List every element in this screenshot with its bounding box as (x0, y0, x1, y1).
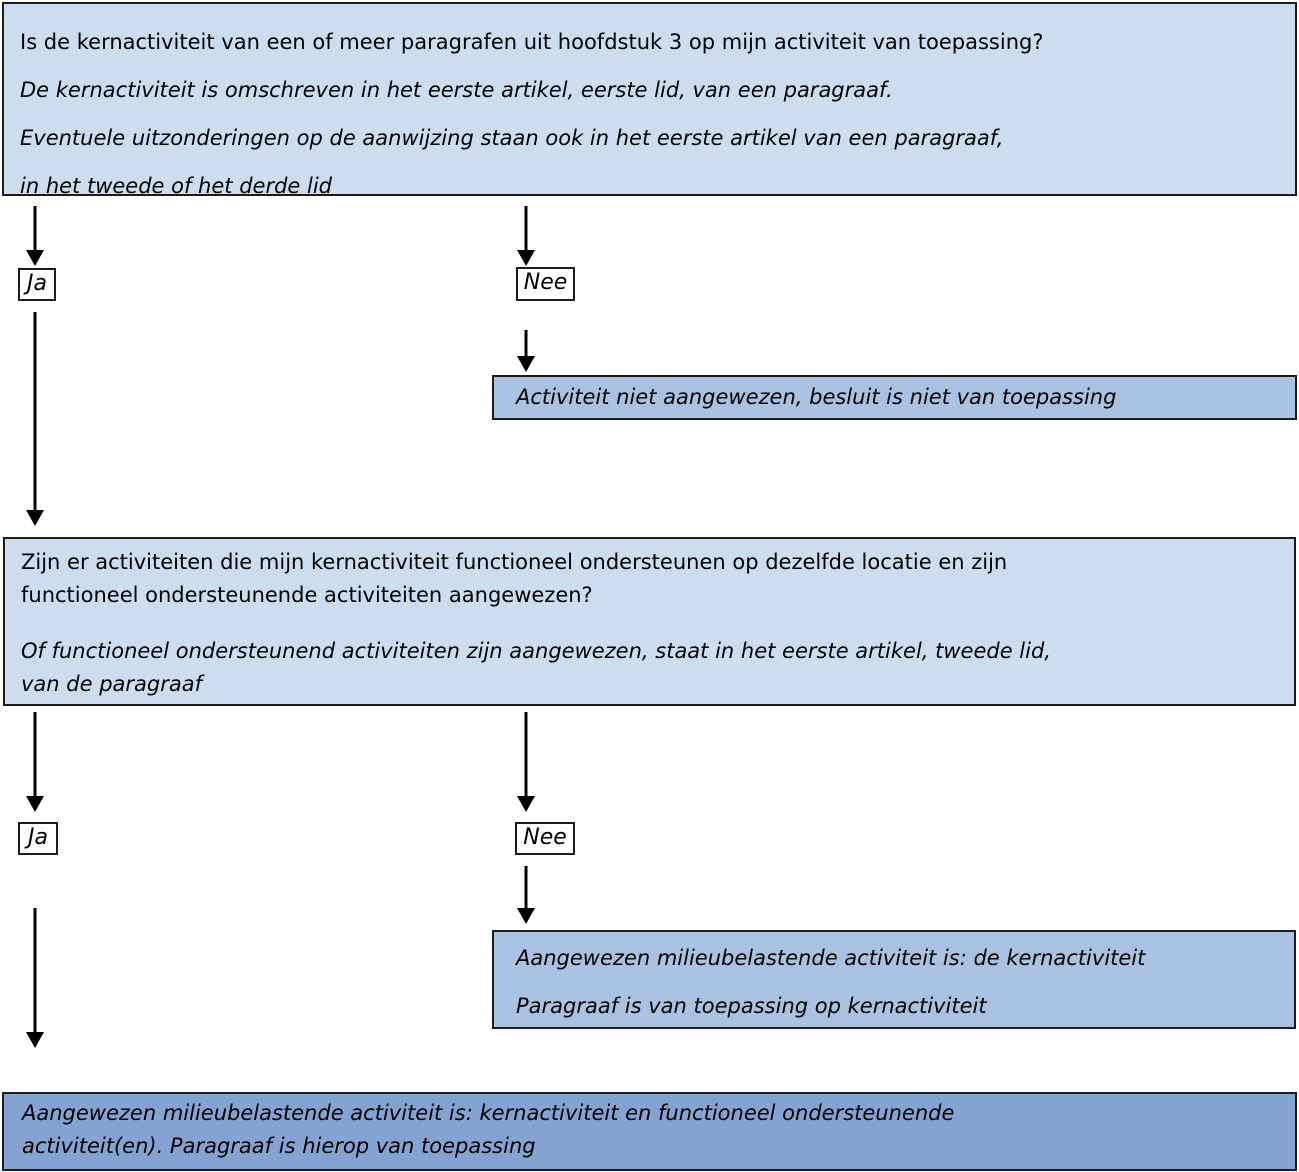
result-nee-1-text: Activiteit niet aangewezen, besluit is niet van toepassing (516, 385, 1117, 409)
question-2-line-1: Zijn er activiteiten die mijn kernactiviteit functioneel ondersteunen op dezelfde locatie en zijn (21, 550, 1008, 574)
result-ja-2-line-2: activiteit(en). Paragraaf is hierop van toepassing (22, 1134, 536, 1158)
result-nee-2-line-2: Paragraaf is van toepassing op kernactiviteit (516, 994, 987, 1018)
arrow-q1-to-ja1 (26, 206, 44, 266)
arrow-q1-to-nee1 (517, 206, 535, 266)
question-2-note-line-1: Of functioneel ondersteunend activiteiten zijn aangewezen, staat in het eerste artikel, tweede lid, (21, 639, 1051, 663)
question-1-text: Is de kernactiviteit van een of meer paragrafen uit hoofdstuk 3 op mijn activiteit van toepassing? (20, 30, 1044, 54)
arrow-nee2-to-result (517, 866, 535, 924)
label-ja-2: Ja (18, 822, 58, 855)
question-1-note-line-3: in het tweede of het derde lid (20, 174, 332, 196)
arrow-q2-to-ja2 (26, 712, 44, 812)
arrow-nee1-to-result (517, 330, 535, 372)
arrow-ja2-to-result (26, 908, 44, 1048)
question-2-note-line-2: van de paragraaf (21, 672, 203, 696)
label-nee-1: Nee (516, 267, 575, 301)
question-box-1 (2, 2, 1297, 196)
label-nee-2: Nee (515, 822, 575, 855)
arrow-ja1-to-q2 (26, 312, 44, 526)
result-box-nee-1 (492, 375, 1297, 420)
result-box-nee-2 (492, 930, 1296, 1029)
label-ja-1: Ja (18, 268, 56, 301)
arrow-q2-to-nee2 (517, 712, 535, 812)
question-1-note-line-2: Eventuele uitzonderingen op de aanwijzing staan ook in het eerste artikel van een paragraaf, (20, 126, 1004, 150)
question-1-note-line-1: De kernactiviteit is omschreven in het eerste artikel, eerste lid, van een paragraaf. (20, 78, 893, 102)
question-2-line-2: functioneel ondersteunende activiteiten aangewezen? (21, 583, 593, 607)
question-box-2 (3, 537, 1296, 706)
result-box-ja-2 (2, 1092, 1297, 1171)
result-ja-2-line-1: Aangewezen milieubelastende activiteit is: kernactiviteit en functioneel ondersteunende (22, 1101, 955, 1125)
result-nee-2-line-1: Aangewezen milieubelastende activiteit is: de kernactiviteit (516, 946, 1146, 970)
